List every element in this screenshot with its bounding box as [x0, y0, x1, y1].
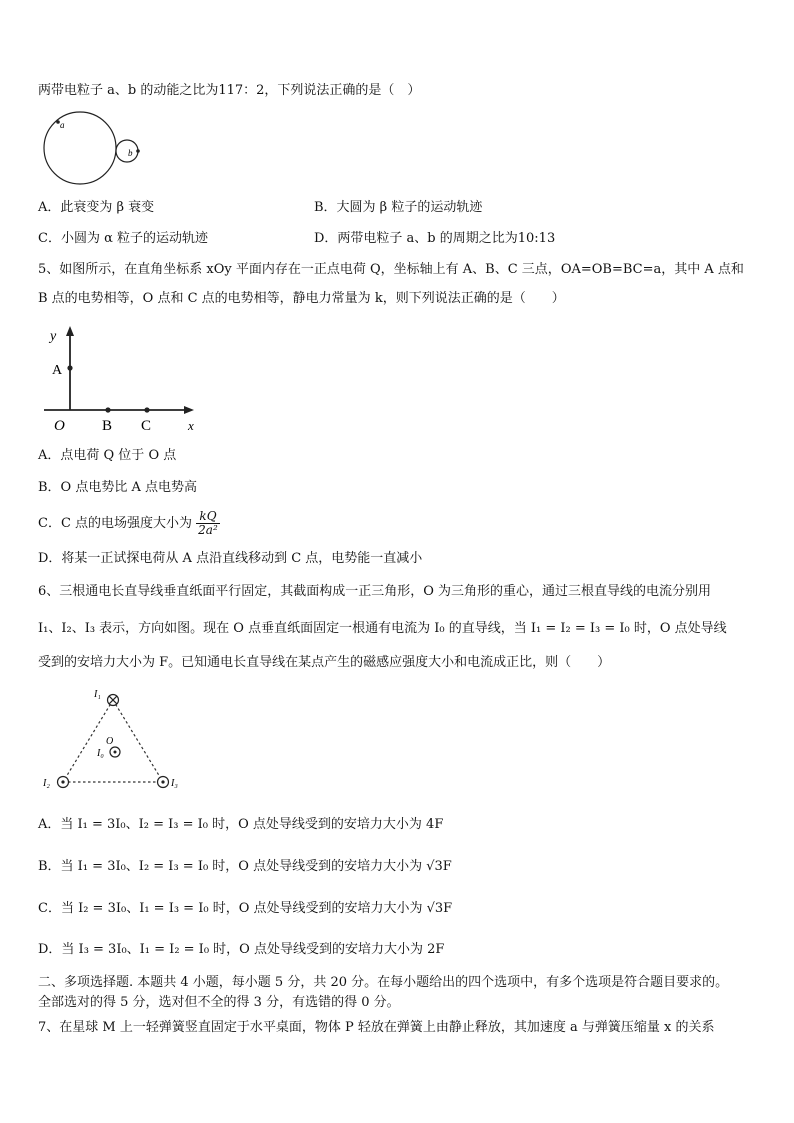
wire-i2-out-of-page	[58, 777, 69, 788]
point-b	[105, 407, 110, 412]
q5-option-b: B．O 点电势比 A 点电势高	[38, 480, 197, 495]
wire-i0-out-of-page	[110, 747, 120, 757]
point-a	[67, 365, 72, 370]
wire-i1-into-page	[108, 695, 119, 706]
axis-label-y: y	[50, 329, 57, 344]
q5-figure	[38, 322, 208, 438]
section2-instructions-line1: 二、多项选择题. 本题共 4 小题，每小题 5 分，共 20 分。在每小题给出的四个选项中，有多个选项是符合题目要求的。	[38, 975, 729, 990]
q4-stem: 两带电粒子 a、b 的动能之比为117：2，下列说法正确的是（ ）	[38, 83, 421, 98]
y-axis-arrow	[66, 326, 74, 336]
q4-option-d: D．两带电粒子 a、b 的周期之比为10:13	[314, 231, 556, 246]
q5-option-c	[38, 506, 220, 542]
label-C: C	[141, 418, 152, 434]
fraction-numerator: kQ	[196, 510, 220, 524]
q6-option-a: A．当 I₁ = 3I₀、I₂ = I₃ = I₀ 时，O 点处导线受到的安培力大小为 4F	[38, 817, 444, 832]
q6-stem-line3: 受到的安培力大小为 F。已知通电长直导线在某点产生的磁感应强度大小和电流成正比，则（ ）	[38, 655, 611, 670]
q4-option-b: B．大圆为 β 粒子的运动轨迹	[314, 200, 483, 215]
q6-option-d: D．当 I₃ = 3I₀、I₁ = I₂ = I₀ 时，O 点处导线受到的安培力大小为 2F	[38, 942, 445, 957]
q5-stem-line1: 5、如图所示，在直角坐标系 xOy 平面内存在一正点电荷 Q，坐标轴上有 A、B、C 三点，OA=OB=BC=a，其中 A 点和	[38, 262, 744, 277]
q4-figure	[40, 108, 150, 192]
label-B: B	[102, 418, 113, 434]
label-I3: I₃	[171, 778, 178, 789]
label-A: A	[52, 363, 63, 378]
small-circle-track	[116, 140, 138, 162]
label-b: b	[128, 148, 133, 158]
q6-option-b: B．当 I₁ = 3I₀、I₂ = I₃ = I₀ 时，O 点处导线受到的安培力大小为 √3F	[38, 859, 452, 874]
q5-option-c-fraction	[196, 510, 220, 537]
q6-stem-line2: I₁、I₂、I₃ 表示，方向如图。现在 O 点垂直纸面固定一根通有电流为 I₀ 的直导线，当 I₁ = I₂ = I₃ = I₀ 时，O 点处导线	[38, 621, 727, 636]
particle-b-dot	[136, 149, 140, 153]
wire-i3-out-of-page	[158, 777, 169, 788]
q7-stem-line1: 7、在星球 M 上一轻弹簧竖直固定于水平桌面，物体 P 轻放在弹簧上由静止释放，其加速度 a 与弹簧压缩量 x 的关系	[38, 1020, 715, 1035]
q6-option-c: C．当 I₂ = 3I₀、I₁ = I₃ = I₀ 时，O 点处导线受到的安培力大小为 √3F	[38, 901, 453, 916]
q6-stem-line1: 6、三根通电长直导线垂直纸面平行固定，其截面构成一正三角形，O 为三角形的重心，通过三根直导线的电流分别用	[38, 584, 712, 599]
q6-figure	[40, 684, 200, 800]
large-circle-track	[44, 112, 116, 184]
q5-stem-line2: B 点的电势相等，O 点和 C 点的电势相等，静电力常量为 k，则下列说法正确的是（ ）	[38, 291, 565, 306]
label-I2: I₂	[43, 778, 50, 789]
label-O: O	[106, 736, 114, 747]
x-axis-arrow	[184, 406, 194, 414]
q4-option-a: A．此衰变为 β 衰变	[38, 200, 155, 215]
label-O: O	[54, 418, 65, 434]
label-a: a	[60, 120, 65, 130]
point-c	[144, 407, 149, 412]
label-I1: I₁	[94, 689, 101, 700]
q5-option-a: A．点电荷 Q 位于 O 点	[38, 448, 177, 463]
section2-instructions-line2: 全部选对的得 5 分，选对但不全的得 3 分，有选错的得 0 分。	[38, 995, 400, 1010]
fraction-denominator: 2a²	[198, 523, 218, 537]
label-I0: I₀	[97, 748, 104, 759]
q4-option-c: C．小圆为 α 粒子的运动轨迹	[38, 231, 208, 246]
q5-option-c-text: C．C 点的电场强度大小为	[38, 516, 193, 531]
q5-option-d: D．将某一正试探电荷从 A 点沿直线移动到 C 点，电势能一直减小	[38, 551, 423, 566]
axis-label-x: x	[188, 418, 194, 433]
